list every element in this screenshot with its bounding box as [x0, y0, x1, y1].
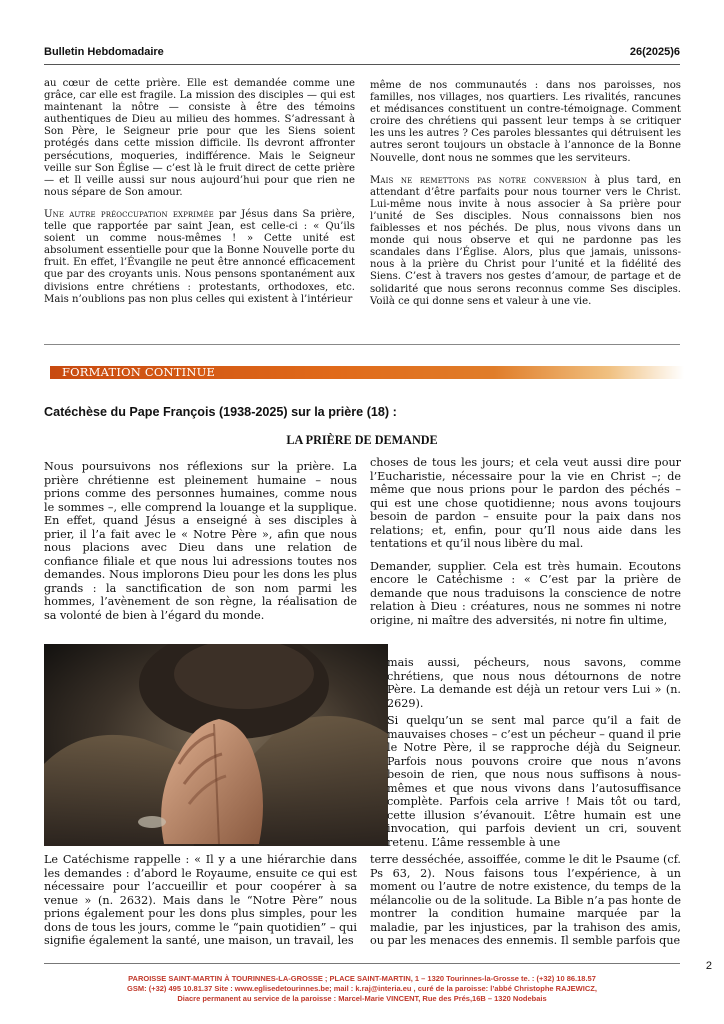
header-divider — [44, 64, 680, 65]
paragraph — [370, 175, 681, 308]
page-footer — [44, 974, 680, 1004]
section-banner — [50, 366, 684, 379]
page-header — [44, 46, 680, 64]
section-divider — [44, 344, 680, 345]
footer-line: Diacre permanent au service de la paroisse : Marcel-Marie VINCENT, Rue des Prés,16B – 1320 Nodebais — [177, 994, 547, 1003]
body-column-right-bottom — [370, 853, 681, 957]
footer-divider — [44, 963, 680, 964]
lead-in: Mais ne remettons pas notre conversion — [370, 174, 587, 186]
article-column-left — [44, 78, 355, 316]
footer-line: PAROISSE SAINT-MARTIN À TOURINNES-LA-GROSSE ; PLACE SAINT-MARTIN, 1 – 1320 Tourinnes-la-Grosse te. : (+32) 10 86.18.57 — [128, 974, 596, 983]
paragraph-text: par Jésus dans Sa prière, telle que rapportée par saint Jean, est celle-ci : « Qu’ils soient un comme nous-mêmes ! » Cette unité est absolument essentielle pour que la Bonne Nouvelle porte du fruit. En effet, l’Évangile ne peut être annoncé efficacement que par des croyants unis. Nous pensons spontanément aux divisions entre chrétiens : protestants, orthodoxes, etc. Mais n’oublions pas non plus celles qui existent à l’intérieur — [44, 208, 355, 305]
paragraph: choses de tous les jours; et cela veut aussi dire pour l’Eucharistie, nécessaire pour la vie en Christ –; de même que nous prions pour le pardon des péchés – qui est une chose quotidienne; nous avons toujours besoin de pardon – ensuite pour la paix dans nos relations; et, enfin, pour qu’Il nous aide dans les tentations et qu’il nous libère du mal. — [370, 456, 681, 550]
catechesis-title: Catéchèse du Pape François (1938-2025) sur la prière (18) : — [44, 405, 397, 419]
body-column-right-middle — [387, 714, 681, 858]
body-column-right-indented — [387, 656, 681, 719]
page-number: 2 — [705, 960, 712, 972]
paragraph: au cœur de cette prière. Elle est demandée comme une grâce, car elle est fragile. La mission des disciples — qui est maintenant la nôtre — consiste à être des témoins authentiques de Dieu au milieu des hommes. S’adressant à Son Père, le Seigneur prie pour que les Siens soient protégés dans cette mission difficile. Ils devront affronter persécutions, moqueries, indifférence. Mais le Seigneur veille sur Son Église — c’est là le fruit direct de cette prière — et Il veille aussi sur nous aujourd’hui pour que rien ne nous sépare de Son amour. — [44, 78, 355, 198]
lead-in: Une autre préoccupation exprimée — [44, 208, 214, 220]
paragraph: Si quelqu’un se sent mal parce qu’il a fait de mauvaises choses – c’est un pécheur – quand il prie le Notre Père, il se rapproche déjà du Seigneur. Parfois nous pouvons croire que nous n’avons besoin de rien, que nous nous suffisons à nous-mêmes et que nous vivons dans l’autosuffisance complète. Parfois cela arrive ! Mais tôt ou tard, cette illusion s’évanouit. L’être humain est une invocation, qui parfois devient un cri, souvent retenu. L’âme ressemble à une — [387, 714, 681, 849]
section-title: LA PRIÈRE DE DEMANDE — [286, 433, 438, 447]
paragraph: même de nos communautés : dans nos paroisses, nos familles, nos villages, nos quartiers. Les rivalités, rancunes et médisances constituent un contre-témoignage. Comment croire des chrétiens qui passent leur temps à se critiquer les uns les autres ? Ces paroles blessantes qui détruisent les autres seront toujours un obstacle à l’annonce de la Bonne Nouvelle, dont nous ne sommes que les serviteurs. — [370, 80, 681, 164]
praying-hands-photo — [44, 644, 388, 846]
paragraph-text: à plus tard, en attendant d’être parfaits pour nous tourner vers le Christ. Lui-même nous invite à nous associer à Sa prière pour l’unité de Ses disciples. Nous connaissons bien nos faiblesses et nos péchés. De plus, nous vivons dans un monde qui nous observe et qui ne pardonne pas les scandales dans l’Église. Alors, plus que jamais, unissons-nous à la prière du Christ pour l’unité et la fidélité des Siens. C’est à travers nos gestes d’amour, de partage et de solidarité que nous serons reconnus comme Ses disciples. Voilà ce qui donne sens et valeur à une vie. — [370, 174, 681, 307]
paragraph: mais aussi, pécheurs, nous savons, comme chrétiens, que nous nous détournons de notre Père. La demande est déjà un retour vers Lui » (n. 2629). — [387, 656, 681, 710]
paragraph: Demander, supplier. Cela est très humain. Ecoutons encore le Catéchisme : « C’est par la prière de demande que nous traduisons la conscience de notre relation à Dieu : créatures, nous ne sommes ni notre origine, ni maître des adversités, ni notre fin ultime, — [370, 559, 681, 627]
issue-number: 26(2025)6 — [629, 46, 680, 58]
article-column-right — [370, 80, 681, 318]
body-column-right-top — [370, 456, 681, 627]
section-banner-label: FORMATION CONTINUE — [62, 365, 216, 379]
body-column-left-top — [44, 460, 357, 631]
body-column-left-bottom — [44, 853, 357, 957]
footer-line: GSM: (+32) 495 10.81.37 Site : www.eglisedetourinnes.be; mail : k.raj@interia.eu , curé de la paroisse: l’abbé Christophe RAJEWICZ, — [127, 984, 597, 993]
paragraph — [44, 209, 355, 306]
bulletin-title: Bulletin Hebdomadaire — [44, 46, 164, 58]
praying-man-image — [44, 644, 388, 846]
paragraph: Le Catéchisme rappelle : « Il y a une hiérarchie dans les demandes : d’abord le Royaume, ensuite ce qui est nécessaire pour l’accueillir et pour coopérer à sa venue » (n. 2632). Mais dans le “Notre Père” nous prions également pour les dons plus simples, pour les dons de tous les jours, comme le “pain quotidien” – qui signifie également la santé, une maison, un travail, les — [44, 853, 357, 947]
paragraph: Nous poursuivons nos réflexions sur la prière. La prière chrétienne est pleinement humaine – nous prions comme des personnes humaines, comme nous le sommes –, elle comprend la louange et la supplique. En effet, quand Jésus a enseigné à ses disciples à prier, il l’a fait avec le « Notre Père », afin que nous nous placions avec Dieu dans une relation de confiance filiale et que nous lui adressions toutes nos demandes. Nous implorons Dieu pour les dons les plus grands : la sanctification de son nom parmi les hommes, l’avènement de son règne, la réalisation de sa volonté de bien à l’égard du monde. — [44, 460, 357, 622]
paragraph: terre desséchée, assoiffée, comme le dit le Psaume (cf. Ps 63, 2). Nous faisons tous l’expérience, à un moment ou l’autre de notre existence, du temps de la mélancolie ou de la solitude. La Bible n’a pas honte de montrer la condition humaine marquée par la maladie, par les injustices, par la trahison des amis, ou par les menaces des ennemis. Il semble parfois que — [370, 853, 681, 947]
